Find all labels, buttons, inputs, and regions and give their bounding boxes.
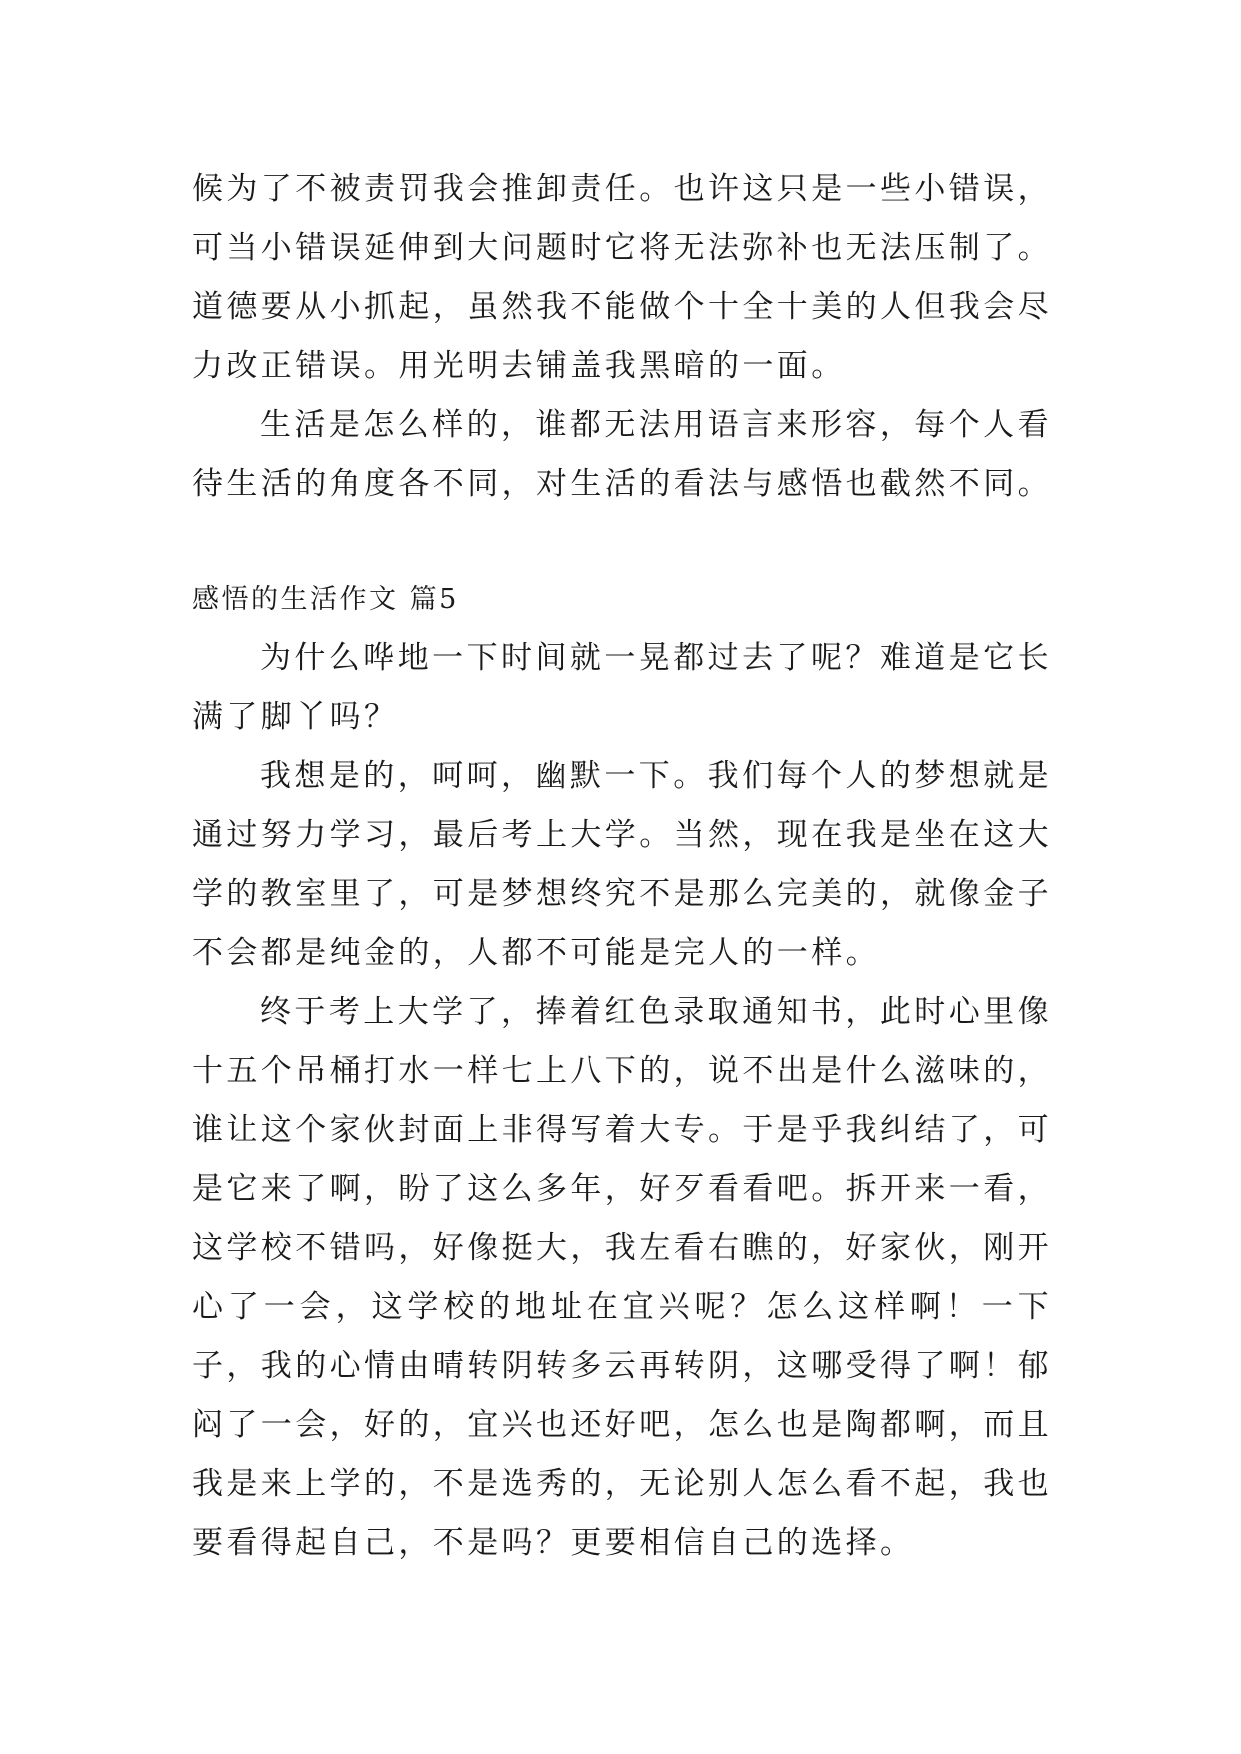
body-paragraph: 我想是的，呵呵，幽默一下。我们每个人的梦想就是通过努力学习，最后考上大学。当然，现在我是坐在这大学的教室里了，可是梦想终究不是那么完美的，就像金子不会都是纯金的，人都不可能是完人的一样。 xyxy=(192,758,1052,971)
body-paragraph: 为什么哗地一下时间就一晃都过去了呢？难道是它长满了脚丫吗？ xyxy=(192,640,1052,735)
document-body xyxy=(192,160,1052,1573)
continued-paragraph: 候为了不被责罚我会推卸责任。也许这只是一些小错误，可当小错误延伸到大问题时它将无法弥补也无法压制了。道德要从小抓起，虽然我不能做个十全十美的人但我会尽力改正错误。用光明去铺盖我黑暗的一面。 xyxy=(192,171,1052,384)
intro-paragraph: 生活是怎么样的，谁都无法用语言来形容，每个人看待生活的角度各不同，对生活的看法与感悟也截然不同。 xyxy=(192,407,1052,502)
body-paragraph: 终于考上大学了，捧着红色录取通知书，此时心里像十五个吊桶打水一样七上八下的，说不出是什么滋味的，谁让这个家伙封面上非得写着大专。于是乎我纠结了，可是它来了啊，盼了这么多年，好歹看看吧。拆开来一看，这学校不错吗，好像挺大，我左看右瞧的，好家伙，刚开心了一会，这学校的地址在宜兴呢？怎么这样啊！一下子，我的心情由晴转阴转多云再转阴，这哪受得了啊！郁闷了一会，好的，宜兴也还好吧，怎么也是陶都啊，而且我是来上学的，不是选秀的，无论别人怎么看不起，我也要看得起自己，不是吗？更要相信自己的选择。 xyxy=(192,994,1052,1561)
section-title: 感悟的生活作文 篇5 xyxy=(192,584,459,615)
